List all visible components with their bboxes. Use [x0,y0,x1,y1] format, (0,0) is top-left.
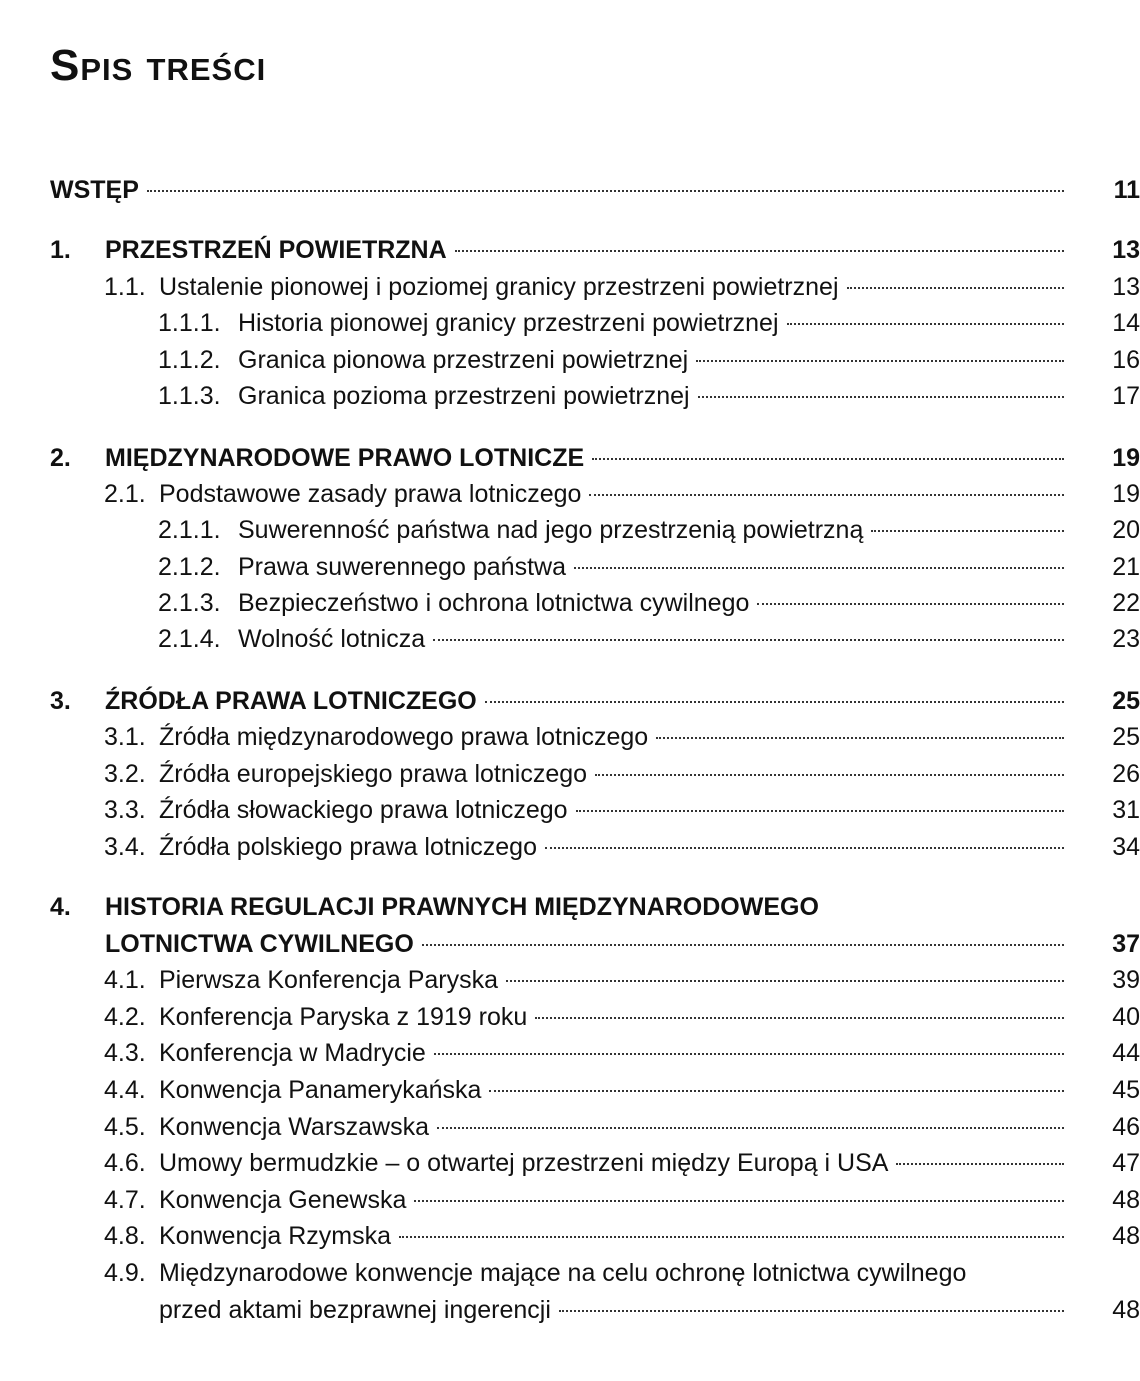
toc-entry-number: 4.1. [104,966,146,994]
dot-leader [559,1310,1064,1312]
dot-leader [698,396,1064,398]
toc-entry-chapter [0,683,1140,719]
toc-entry-title: Ustalenie pionowej i poziomej granicy przestrzeni powietrznej [159,273,839,301]
dot-leader [489,1090,1064,1092]
toc-entry-title: Wolność lotnicza [238,625,426,653]
toc-entry-page: 46 [1112,1113,1140,1141]
toc-entry-subsection [0,512,1140,548]
toc-entry-page: 44 [1112,1039,1140,1067]
toc-entry-page: 40 [1112,1003,1140,1031]
toc-entry-title: Międzynarodowe konwencje mające na celu ochronę lotnictwa cywilnego [159,1259,967,1287]
toc-entry-title: PRZESTRZEŃ POWIETRZNA [105,236,447,264]
toc-entry-section [0,792,1140,828]
dot-leader [506,980,1064,982]
toc-entry-title: Pierwsza Konferencja Paryska [159,966,499,994]
toc-entry-title: Suwerenność państwa nad jego przestrzenią powietrzną [238,516,864,544]
toc-entry-title: Granica pionowa przestrzeni powietrznej [238,346,689,374]
dot-leader [787,323,1064,325]
dot-leader [434,1053,1064,1055]
toc-entry-page: 14 [1112,309,1140,337]
dot-leader [576,810,1064,812]
toc-entry-title: HISTORIA REGULACJI PRAWNYCH MIĘDZYNARODOWEGO [105,893,819,921]
toc-entry-section [0,1109,1140,1145]
dot-leader [545,847,1064,849]
dot-leader [455,250,1064,252]
toc-entry-page: 19 [1112,444,1140,472]
toc-entry-subsection [0,585,1140,621]
toc-entry-number: 2.1.1. [158,516,221,544]
toc-entry-chapter [0,232,1140,268]
toc-entry-chapter-line2 [0,926,1140,962]
toc-entry-number: 4.6. [104,1149,146,1177]
toc-entry-number: 4.5. [104,1113,146,1141]
toc-entry-page: 22 [1112,589,1140,617]
toc-entry-title-continued: przed aktami bezprawnej ingerencji [159,1296,551,1324]
toc-entry-title: Konferencja w Madrycie [159,1039,426,1067]
toc-entry-page: 45 [1112,1076,1140,1104]
toc-entry-subsection [0,342,1140,378]
toc-entry-intro [0,172,1140,208]
toc-entry-page: 13 [1112,273,1140,301]
toc-entry-number: 1.1.3. [158,382,221,410]
toc-entry-number: 2.1.4. [158,625,221,653]
dot-leader [847,287,1065,289]
toc-entry-number: 4.8. [104,1222,146,1250]
toc-entry-number: 1.1.2. [158,346,221,374]
toc-entry-title: MIĘDZYNARODOWE PRAWO LOTNICZE [105,444,585,472]
dot-leader [696,360,1064,362]
toc-entry-section [0,1218,1140,1254]
toc-entry-title: Umowy bermudzkie – o otwartej przestrzeni między Europą i USA [159,1149,889,1177]
toc-entry-number: 1. [50,236,71,264]
toc-entry-page: 13 [1112,236,1140,264]
dot-leader [433,639,1064,641]
toc-entry-section [0,719,1140,755]
toc-entry-page: 20 [1112,516,1140,544]
toc-entry-number: 3.4. [104,833,146,861]
toc-entry-subsection [0,378,1140,414]
toc-entry-page: 25 [1112,687,1140,715]
toc-entry-title: Źródła europejskiego prawa lotniczego [159,760,588,788]
toc-entry-page: 25 [1112,723,1140,751]
dot-leader [414,1200,1064,1202]
toc-entry-number: 4.2. [104,1003,146,1031]
toc-entry-title: Źródła polskiego prawa lotniczego [159,833,537,861]
dot-leader [422,944,1064,946]
toc-entry-section [0,999,1140,1035]
toc-entry-section [0,1035,1140,1071]
toc-entry-number: 4. [50,893,71,921]
toc-entry-number: 4.9. [104,1259,146,1287]
toc-entry-number: 3. [50,687,71,715]
toc-entry-number: 4.3. [104,1039,146,1067]
toc-entry-number: 2.1.3. [158,589,221,617]
toc-entry-subsection [0,305,1140,341]
toc-entry-page: 31 [1112,796,1140,824]
toc-entry-number: 3.2. [104,760,146,788]
toc-entry-chapter-line1 [0,889,1140,925]
dot-leader [592,458,1064,460]
toc-entry-page: 34 [1112,833,1140,861]
toc-entry-title: Prawa suwerennego państwa [238,553,566,581]
toc-entry-number: 4.7. [104,1186,146,1214]
toc-entry-section [0,476,1140,512]
toc-entry-section [0,1182,1140,1218]
toc-entry-number: 4.4. [104,1076,146,1104]
toc-entry-number: 3.1. [104,723,146,751]
toc-entry-section [0,756,1140,792]
toc-entry-section-line1 [0,1255,1140,1291]
toc-entry-section-line2 [0,1292,1140,1328]
dot-leader [574,567,1064,569]
dot-leader [485,701,1064,703]
toc-entry-section [0,269,1140,305]
dot-leader [399,1236,1064,1238]
dot-leader [437,1127,1064,1129]
toc-entry-title-continued: LOTNICTWA CYWILNEGO [105,930,414,958]
toc-entry-page: 16 [1112,346,1140,374]
toc-entry-title: ŹRÓDŁA PRAWA LOTNICZEGO [105,687,477,715]
toc-entry-number: 1.1. [104,273,146,301]
toc-entry-title: Konwencja Rzymska [159,1222,392,1250]
toc-entry-title: Historia pionowej granicy przestrzeni powietrznej [238,309,779,337]
dot-leader [656,737,1064,739]
toc-entry-title: Bezpieczeństwo i ochrona lotnictwa cywilnego [238,589,750,617]
toc-entry-title: Konferencja Paryska z 1919 roku [159,1003,528,1031]
toc-entry-number: 3.3. [104,796,146,824]
toc-entry-page: 37 [1112,930,1140,958]
toc-entry-number: 2. [50,444,71,472]
toc-entry-title: Konwencja Panamerykańska [159,1076,482,1104]
toc-entry-title: Konwencja Warszawska [159,1113,430,1141]
toc-entry-page: 48 [1112,1222,1140,1250]
toc-entry-section [0,962,1140,998]
dot-leader [757,603,1064,605]
toc-entry-title: Źródła międzynarodowego prawa lotniczego [159,723,649,751]
dot-leader [595,774,1064,776]
toc-entry-page: 23 [1112,625,1140,653]
toc-entry-title: Źródła słowackiego prawa lotniczego [159,796,568,824]
toc-entry-subsection [0,621,1140,657]
toc-entry-section [0,1072,1140,1108]
toc-entry-title: WSTĘP [50,176,139,204]
toc-entry-number: 1.1.1. [158,309,221,337]
dot-leader [147,190,1064,192]
dot-leader [589,494,1064,496]
toc-entry-title: Konwencja Genewska [159,1186,407,1214]
toc-entry-page: 48 [1112,1296,1140,1324]
toc-entry-page: 11 [1113,176,1140,204]
toc-entry-page: 17 [1112,382,1140,410]
toc-entry-title: Podstawowe zasady prawa lotniczego [159,480,582,508]
toc-entry-number: 2.1. [104,480,146,508]
dot-leader [535,1017,1064,1019]
toc-entry-section [0,1145,1140,1181]
toc-entry-page: 26 [1112,760,1140,788]
toc-entry-section [0,829,1140,865]
toc-entry-page: 39 [1112,966,1140,994]
toc-entry-page: 21 [1112,553,1140,581]
toc-entry-page: 19 [1112,480,1140,508]
dot-leader [871,530,1064,532]
toc-entry-page: 47 [1112,1149,1140,1177]
toc-entry-title: Granica pozioma przestrzeni powietrznej [238,382,690,410]
toc-entry-chapter [0,440,1140,476]
dot-leader [896,1163,1064,1165]
toc-entry-number: 2.1.2. [158,553,221,581]
page-title: Spis treści [50,41,267,90]
toc-entry-subsection [0,549,1140,585]
toc-entry-page: 48 [1112,1186,1140,1214]
